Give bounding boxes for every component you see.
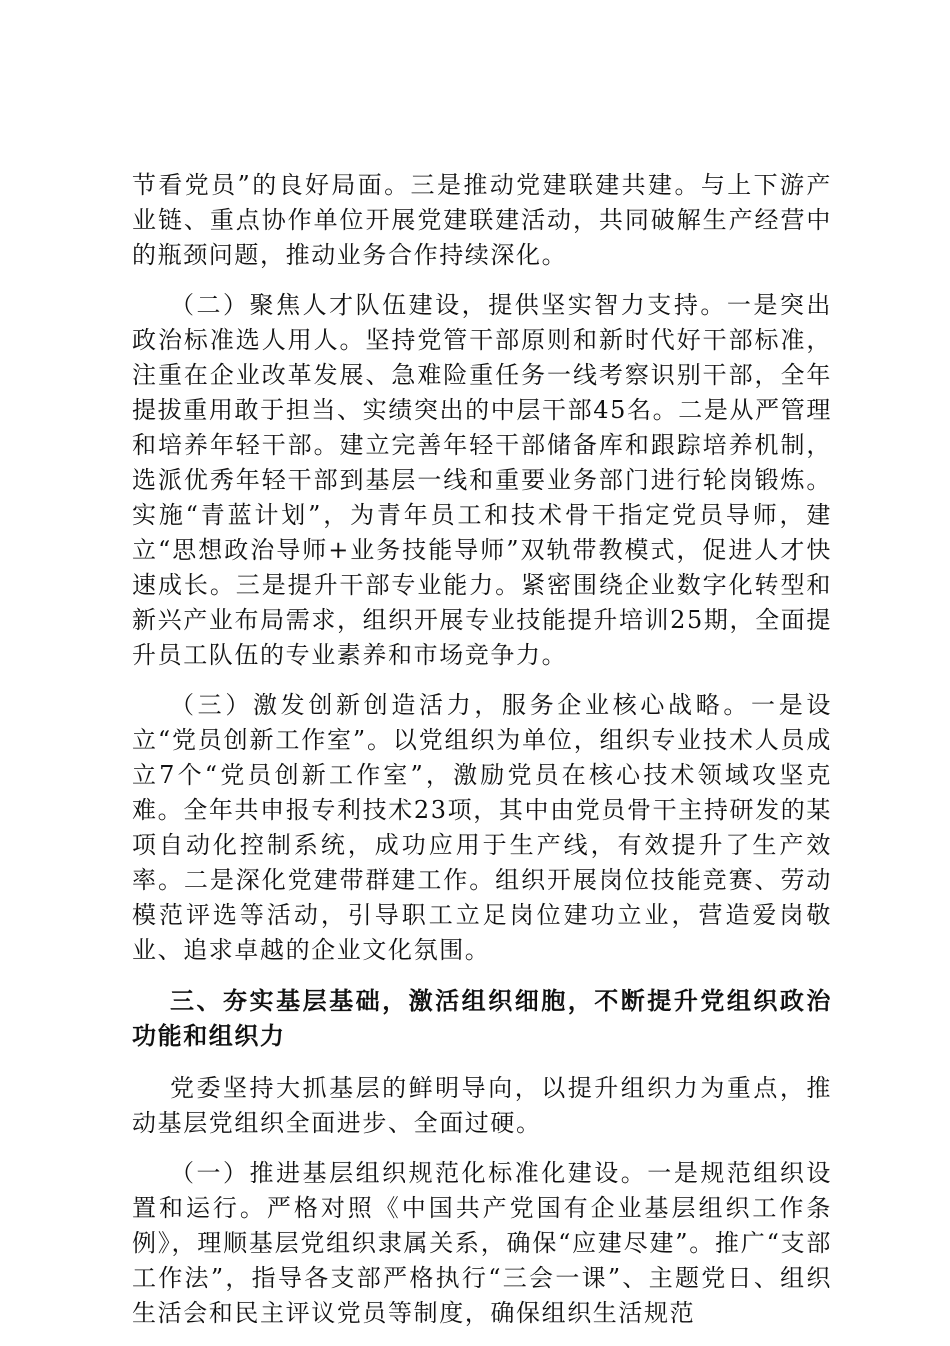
paragraph-innovation: （三）激发创新创造活力，服务企业核心战略。一是设立“党员创新工作室”。以党组织为单位，组织专业技术人员成立7个“党员创新工作室”，激励党员在核心技术领域攻坚克难。全年共申报专利技术23项，其中由党员骨干主持研发的某项自动化控制系统，成功应用于生产线，有效提升了生产效率。二是深化党建带群建工作。组织开展岗位技能竞赛、劳动模范评选等活动，引导职工立足岗位建功立业，营造爱岗敬业、追求卓越的企业文化氛围。 xyxy=(132,691,832,964)
paragraph-standardization: （一）推进基层组织规范化标准化建设。一是规范组织设置和运行。严格对照《中国共产党国有企业基层组织工作条例》，理顺基层党组织隶属关系，确保“应建尽建”。推广“支部工作法”，指导各支部严格执行“三会一课”、主题党日、组织生活会和民主评议党员等制度，确保组织生活规范 xyxy=(132,1159,832,1327)
section-heading-three: 三、夯实基层基础，激活组织细胞，不断提升党组织政治功能和组织力 xyxy=(132,986,832,1050)
paragraph-continuation: 节看党员”的良好局面。三是推动党建联建共建。与上下游产业链、重点协作单位开展党建联建活动，共同破解生产经营中的瓶颈问题，推动业务合作持续深化。 xyxy=(132,171,832,269)
document-body xyxy=(132,168,832,1346)
paragraph-section-intro: 党委坚持大抓基层的鲜明导向，以提升组织力为重点，推动基层党组织全面进步、全面过硬。 xyxy=(132,1074,832,1137)
paragraph-talent-team: （二）聚焦人才队伍建设，提供坚实智力支持。一是突出政治标准选人用人。坚持党管干部原则和新时代好干部标准，注重在企业改革发展、急难险重任务一线考察识别干部，全年提拔重用敢于担当、实绩突出的中层干部45名。二是从严管理和培养年轻干部。建立完善年轻干部储备库和跟踪培养机制，选派优秀年轻干部到基层一线和重要业务部门进行轮岗锻炼。实施“青蓝计划”，为青年员工和技术骨干指定党员导师，建立“思想政治导师+业务技能导师”双轨带教模式，促进人才快速成长。三是提升干部专业能力。紧密围绕企业数字化转型和新兴产业布局需求，组织开展专业技能提升培训25期，全面提升员工队伍的专业素养和市场竞争力。 xyxy=(132,291,832,669)
